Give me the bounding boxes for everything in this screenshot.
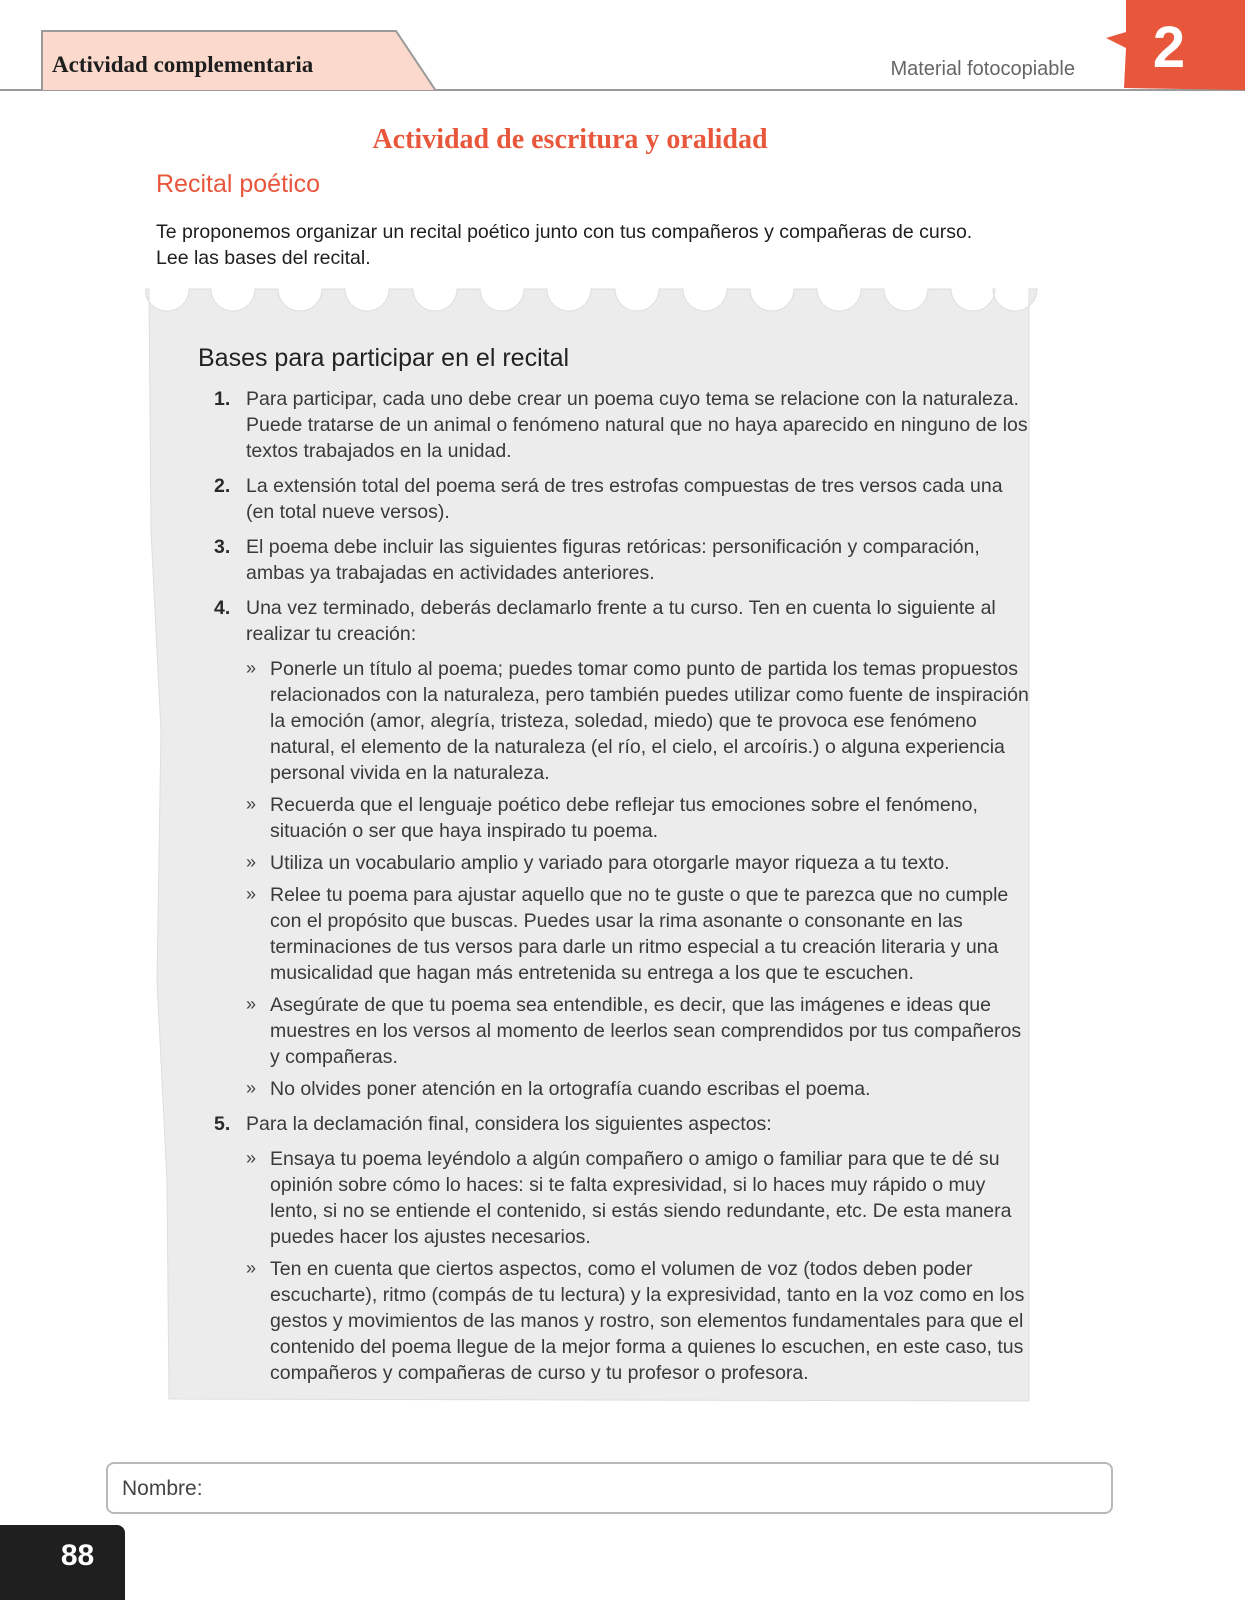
bases-item-number: 3. [214,536,231,558]
bases-item [214,473,1029,525]
bases-subitem [246,1146,1029,1250]
bases-subitem-text: Asegúrate de que tu poema sea entendible, es decir, que las imágenes e ideas que muestres en los versos al momento de leerlos sean comprendidos por tus compañeros y compañeras. [270,994,1022,1068]
bases-title: Bases para participar en el recital [198,344,570,372]
activity-title: Actividad de escritura y oralidad [372,124,768,155]
photocopy-label: Material fotocopiable [890,58,1075,80]
bases-item-text: Para participar, cada uno debe crear un poema cuyo tema se relacione con la naturaleza. Puede tratarse de un animal o fenómeno natural que no haya aparecido en ninguno de los textos trabajados en la unidad. [246,388,1028,462]
bases-subitem-text: Ensaya tu poema leyéndolo a algún compañero o amigo o familiar para que te dé su opinión sobre cómo lo haces: si te falta expresividad, si lo haces muy rápido o muy lento, si no se entiende el contenido, si estás siendo redundante, etc. De esta manera puedes hacer los ajustes necesarios. [270,1148,1012,1248]
bases-subitem-text: Ten en cuenta que ciertos aspectos, como el volumen de voz (todos deben poder escucharte), ritmo (compás de tu lectura) y la expresividad, tanto en la voz como en los gestos y movimientos de las manos y rostro, son elementos fundamentales para que el contenido del poema llegue de la mejor forma a quienes lo escuchen, en este caso, tus compañeros y compañeras de curso y tu profesor o profesora. [270,1258,1025,1384]
bullet-icon: » [246,1148,257,1168]
activity-subtitle: Recital poético [156,170,320,198]
bullet-icon: » [246,1258,257,1278]
bases-item-text: El poema debe incluir las siguientes figuras retóricas: personificación y comparación, ambas ya trabajadas en actividades anteriores. [246,536,980,584]
bases-item-number: 4. [214,597,231,619]
bases-item-number: 1. [214,388,231,410]
name-field[interactable] [106,1462,1113,1514]
bases-subitem [246,792,1029,844]
page-number-box [0,1525,125,1600]
bases-subitem [246,882,1029,986]
bases-subitem [246,1076,1029,1102]
bases-item [214,1111,1029,1386]
bullet-icon: » [246,658,257,678]
page-number: 88 [60,1539,95,1572]
bases-item-number: 5. [214,1113,231,1135]
bases-subitem-text: Recuerda que el lenguaje poético debe reflejar tus emociones sobre el fenómeno, situación o ser que haya inspirado tu poema. [270,794,978,842]
bases-sublist [246,1146,1029,1386]
bases-subitem-text: Ponerle un título al poema; puedes tomar como punto de partida los temas propuestos relacionados con la naturaleza, pero también puedes utilizar como fuente de inspiración la emoción (amor, alegría, tristeza, soledad, miedo) que te provoca ese fenómeno natural, el elemento de la naturaleza (el río, el cielo, el arcoíris.) o alguna experiencia personal vivida en la naturaleza. [270,658,1029,784]
intro-paragraph: Te proponemos organizar un recital poético junto con tus compañeros y compañeras de curso. Lee las bases del recital. [156,221,973,269]
bases-item-text: Para la declamación final, considera los siguientes aspectos: [246,1113,772,1135]
bases-item [214,534,1029,586]
bases-subitem [246,992,1029,1070]
bases-subitem [246,850,1029,876]
bases-sublist [246,656,1029,1102]
bullet-icon: » [246,794,257,814]
bases-list [214,386,1029,1395]
bases-subitem-text: Relee tu poema para ajustar aquello que no te guste o que te parezca que no cumple con el propósito que buscas. Puedes usar la rima asonante o consonante en las terminaciones de tus versos para darle un ritmo especial a tu creación literaria y una musicalidad que hagan más entretenida su entrega a los que te escuchen. [270,884,1009,984]
bases-item [214,386,1029,464]
bullet-icon: » [246,994,257,1014]
unit-badge [1124,0,1245,90]
bases-item [214,595,1029,1102]
section-label: Actividad complementaria [52,52,314,77]
bases-subitem-text: No olvides poner atención en la ortografía cuando escribas el poema. [270,1078,871,1100]
bullet-icon: » [246,884,257,904]
bases-item-text: La extensión total del poema será de tres estrofas compuestas de tres versos cada una (en total nueve versos). [246,475,1003,523]
unit-number: 2 [1152,15,1186,80]
name-label: Nombre: [122,1477,203,1500]
bases-subitem [246,656,1029,786]
bases-subitem-text: Utiliza un vocabulario amplio y variado para otorgarle mayor riqueza a tu texto. [270,852,950,874]
bases-item-number: 2. [214,475,231,497]
bases-subitem [246,1256,1029,1386]
bullet-icon: » [246,852,257,872]
bases-item-text: Una vez terminado, deberás declamarlo frente a tu curso. Ten en cuenta lo siguiente al realizar tu creación: [246,597,996,645]
bullet-icon: » [246,1078,257,1098]
